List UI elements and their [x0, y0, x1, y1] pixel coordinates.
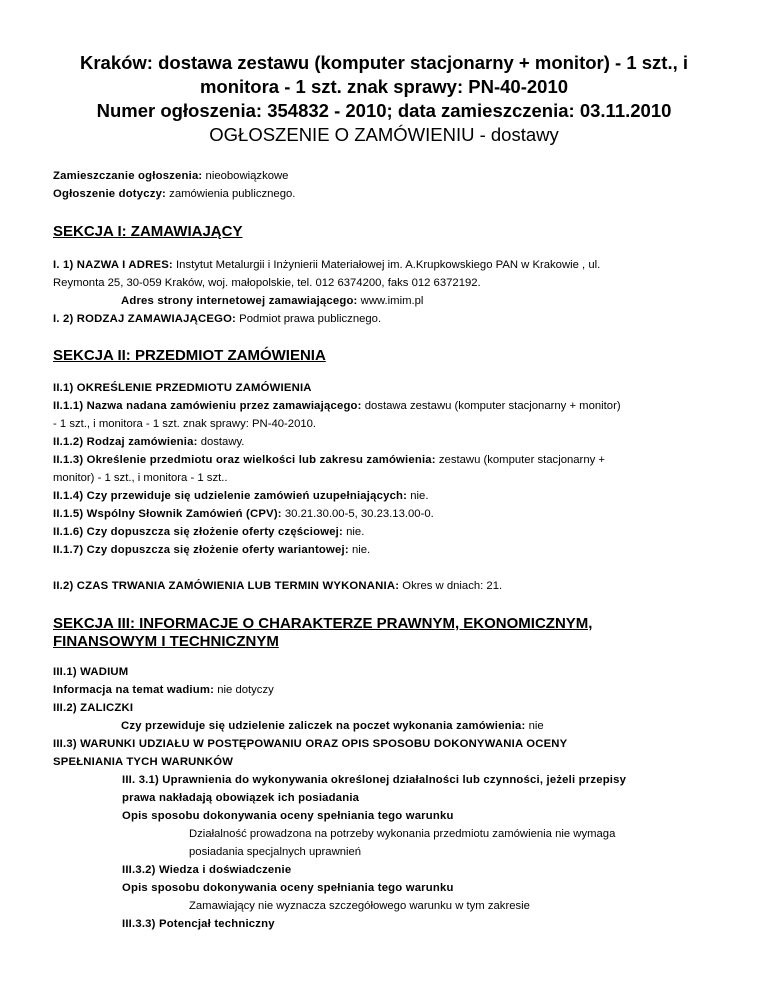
section-2-partial-label: II.1.6) Czy dopuszcza się złożenie oferty częściowej: — [53, 526, 343, 538]
section-3-conditions-heading-line1: III.3) WARUNKI UDZIAŁU W POSTĘPOWANIU ORAZ OPIS SPOSOBU DOKONYWANIA OCENY — [53, 738, 568, 750]
section-3-zaliczki — [53, 717, 728, 735]
section-1-website-value: www.imim.pl — [357, 295, 424, 307]
section-1-heading: SEKCJA I: ZAMAWIAJĄCY — [53, 223, 243, 240]
section-1-name-address — [53, 256, 728, 274]
intro-dotyczy — [53, 185, 728, 203]
section-2-subject-heading: II.1) OKREŚLENIE PRZEDMIOTU ZAMÓWIENIA — [53, 382, 312, 394]
section-1-type-label: I. 2) RODZAJ ZAMAWIAJĄCEGO: — [53, 313, 237, 325]
section-1-type-value: Podmiot prawa publicznego. — [236, 313, 382, 325]
section-2-name — [53, 397, 728, 415]
section-1 — [0, 223, 768, 328]
section-3-permits-desc-line2: posiadania specjalnych uprawnień — [189, 846, 362, 858]
section-3-permits-line1: III. 3.1) Uprawnienia do wykonywania określonej działalności lub czynności, jeżeli przepisy — [122, 774, 627, 786]
section-3-wadium — [53, 681, 728, 699]
section-2-duration-value: Okres w dniach: 21. — [399, 580, 503, 592]
intro-dotyczy-value: zamówienia publicznego. — [166, 188, 296, 200]
section-1-name-address-line2: Reymonta 25, 30-059 Kraków, woj. małopolskie, tel. 012 6374200, faks 012 6372192. — [53, 277, 481, 289]
section-2-scope-label: II.1.3) Określenie przedmiotu oraz wielkości lub zakresu zamówienia: — [53, 454, 436, 466]
section-3-wadium-value: nie dotyczy — [214, 684, 274, 696]
section-2-supplementary-label: II.1.4) Czy przewiduje się udzielenie zamówień uzupełniających: — [53, 490, 408, 502]
section-1-website — [53, 292, 728, 310]
section-3-conditions-heading-line2: SPEŁNIANIA TYCH WARUNKÓW — [53, 756, 234, 768]
section-2-scope-line2: monitor) - 1 szt., i monitora - 1 szt.. — [53, 472, 228, 484]
section-1-website-label: Adres strony internetowej zamawiającego: — [121, 295, 358, 307]
section-3-wadium-label: Informacja na temat wadium: — [53, 684, 215, 696]
section-2-cpv — [53, 505, 728, 523]
section-2-duration — [53, 577, 728, 595]
section-2-supplementary-value: nie. — [407, 490, 429, 502]
section-2-kind-label: II.1.2) Rodzaj zamówienia: — [53, 436, 198, 448]
section-3-assessment-label-2: Opis sposobu dokonywania oceny spełniania tego warunku — [122, 882, 454, 894]
section-3-heading-line2: FINANSOWYM I TECHNICZNYM — [53, 633, 279, 650]
section-3 — [0, 615, 768, 771]
title-line-2: monitora - 1 szt. znak sprawy: PN-40-2010 — [199, 76, 569, 97]
section-2-partial-value: nie. — [342, 526, 365, 538]
intro-block — [0, 167, 768, 203]
section-2-name-label: II.1.1) Nazwa nadana zamówieniu przez zamawiającego: — [53, 400, 362, 412]
section-3-permits-line2: prawa nakładają obowiązek ich posiadania — [122, 792, 360, 804]
intro-zamieszczanie — [53, 167, 728, 185]
section-3-zaliczki-heading: III.2) ZALICZKI — [53, 702, 134, 714]
section-3-permits-desc-line1: Działalność prowadzona na potrzeby wykonania przedmiotu zamówienia nie wymaga — [189, 828, 616, 840]
section-2-variant — [53, 541, 728, 559]
document-subtitle: OGŁOSZENIE O ZAMÓWIENIU - dostawy — [209, 124, 559, 145]
section-2-kind — [53, 433, 728, 451]
title-line-3: Numer ogłoszenia: 354832 - 2010; data zamieszczenia: 03.11.2010 — [96, 100, 672, 121]
section-3-knowledge-heading: III.3.2) Wiedza i doświadczenie — [122, 864, 292, 876]
section-3-assessment-label: Opis sposobu dokonywania oceny spełniania tego warunku — [122, 810, 454, 822]
section-2 — [0, 347, 768, 595]
section-2-name-line1: dostawa zestawu (komputer stacjonarny + monitor) — [361, 400, 621, 412]
intro-zamieszczanie-value: nieobowiązkowe — [202, 170, 289, 182]
section-1-name-address-label: I. 1) NAZWA I ADRES: — [53, 259, 173, 271]
section-3-knowledge-desc: Zamawiający nie wyznacza szczegółowego warunku w tym zakresie — [189, 900, 530, 912]
title-line-1: Kraków: dostawa zestawu (komputer stacjonarny + monitor) - 1 szt., i — [79, 52, 689, 73]
section-2-partial — [53, 523, 728, 541]
section-3-wadium-heading: III.1) WADIUM — [53, 666, 129, 678]
section-3-conditions — [0, 771, 768, 933]
intro-dotyczy-label: Ogłoszenie dotyczy: — [53, 188, 167, 200]
intro-zamieszczanie-label: Zamieszczanie ogłoszenia: — [53, 170, 203, 182]
section-3-technical-heading: III.3.3) Potencjał techniczny — [122, 918, 275, 930]
section-2-variant-value: nie. — [348, 544, 371, 556]
section-1-type — [53, 310, 728, 328]
section-3-heading-line1: SEKCJA III: INFORMACJE O CHARAKTERZE PRAWNYM, EKONOMICZNYM, — [53, 615, 593, 632]
section-2-kind-value: dostawy. — [197, 436, 245, 448]
section-2-variant-label: II.1.7) Czy dopuszcza się złożenie oferty wariantowej: — [53, 544, 349, 556]
section-2-duration-label: II.2) CZAS TRWANIA ZAMÓWIENIA LUB TERMIN WYKONANIA: — [53, 580, 400, 592]
document-title — [0, 0, 768, 147]
section-3-zaliczki-value: nie — [525, 720, 544, 732]
section-2-heading: SEKCJA II: PRZEDMIOT ZAMÓWIENIA — [53, 347, 326, 364]
section-3-zaliczki-label: Czy przewiduje się udzielenie zaliczek na poczet wykonania zamówienia: — [121, 720, 526, 732]
section-1-name-address-line1: Instytut Metalurgii i Inżynierii Materiałowej im. A.Krupkowskiego PAN w Krakowie , ul. — [172, 259, 601, 271]
section-2-cpv-value: 30.21.30.00-5, 30.23.13.00-0. — [281, 508, 434, 520]
section-2-scope — [53, 451, 728, 469]
section-2-scope-line1: zestawu (komputer stacjonarny + — [435, 454, 605, 466]
section-2-cpv-label: II.1.5) Wspólny Słownik Zamówień (CPV): — [53, 508, 282, 520]
section-2-supplementary — [53, 487, 728, 505]
section-2-name-line2: - 1 szt., i monitora - 1 szt. znak sprawy: PN-40-2010. — [53, 418, 317, 430]
